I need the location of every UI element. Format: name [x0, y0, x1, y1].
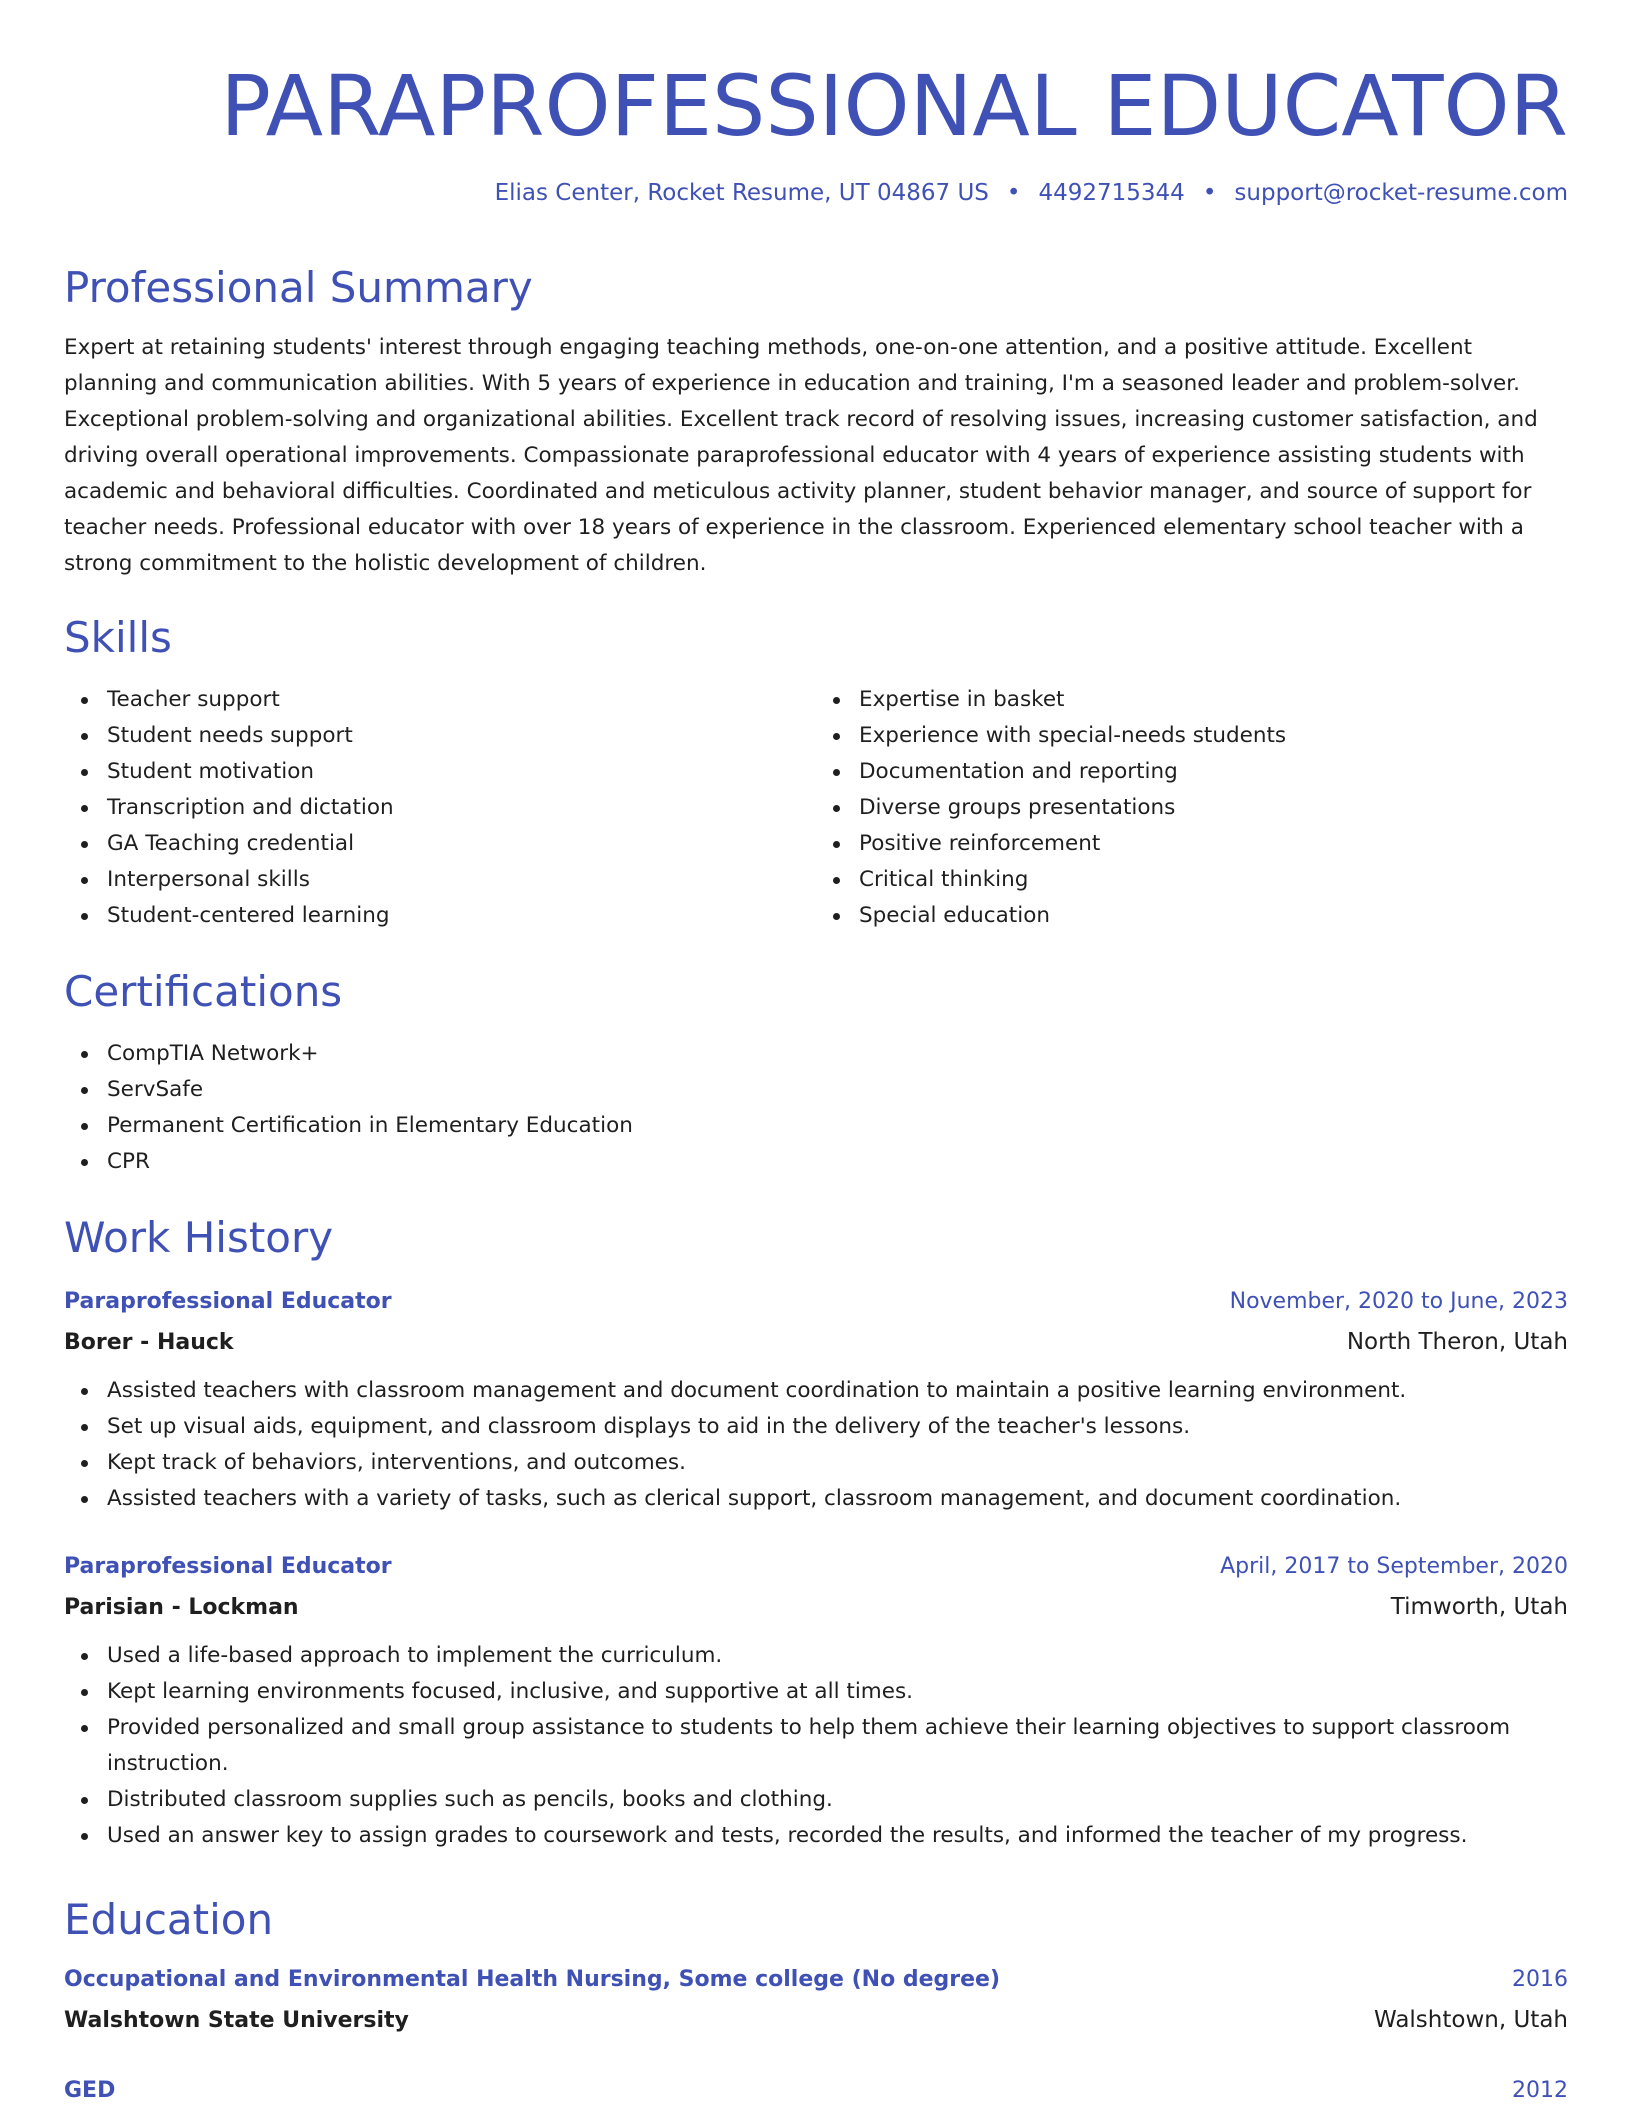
education-heading: Education: [64, 1895, 274, 1944]
job-company-row: [64, 1322, 1568, 1363]
job-title-row: [64, 1282, 1568, 1322]
skill-item: Experience with special-needs students: [859, 718, 1568, 754]
job-bullet: Kept track of behaviors, interventions, and outcomes.: [107, 1445, 1568, 1481]
education-degree-row: [64, 1960, 1568, 2000]
education-entry: [64, 1960, 1568, 2041]
contact-separator: •: [1202, 180, 1217, 206]
skills-columns: [64, 682, 1568, 934]
skill-item: Documentation and reporting: [859, 754, 1568, 790]
education-degree: GED: [64, 2078, 116, 2103]
job-company: Parisian - Lockman: [64, 1595, 299, 1620]
job-dates: April, 2017 to September, 2020: [1220, 1554, 1568, 1579]
certifications-list: [64, 1036, 1568, 1180]
summary-text: Expert at retaining students' interest through engaging teaching methods, one-on-one attention, and a positive attitude. Excellent planning and communication abilities. With 5 years of experience in education and training, I'm a seasoned leader and problem-solver. Exceptional problem-solving and organizational abilities. Excellent track record of resolving issues, increasing customer satisfaction, and driving overall operational improvements. Compassionate paraprofessional educator with 4 years of experience assisting students with academic and behavioral difficulties. Coordinated and meticulous activity planner, student behavior manager, and source of support for teacher needs. Professional educator with over 18 years of experience in the classroom. Experienced elementary school teacher with a strong commitment to the holistic development of children.: [64, 335, 1538, 576]
skill-item: GA Teaching credential: [107, 826, 816, 862]
certifications-section: [64, 964, 1568, 1180]
job-location: Timworth, Utah: [1390, 1594, 1568, 1620]
job-company-row: [64, 1587, 1568, 1628]
skill-item: Positive reinforcement: [859, 826, 1568, 862]
education-year: 2016: [1512, 1967, 1568, 1992]
skills-section: [64, 610, 1568, 934]
skill-item: Transcription and dictation: [107, 790, 816, 826]
contact-separator: •: [1006, 180, 1021, 206]
certification-item: Permanent Certification in Elementary Education: [107, 1108, 1568, 1144]
skills-list-right: [816, 682, 1568, 934]
certification-item: CPR: [107, 1144, 1568, 1180]
job-dates: November, 2020 to June, 2023: [1229, 1289, 1568, 1314]
skills-list-left: [64, 682, 816, 934]
contact-line: [64, 180, 1568, 206]
job-bullet: Assisted teachers with a variety of tasks, such as clerical support, classroom management, and document coordination.: [107, 1481, 1568, 1517]
job-title: Paraprofessional Educator: [64, 1289, 392, 1314]
job-bullet: Used a life-based approach to implement the curriculum.: [107, 1638, 1568, 1674]
job-bullets: [64, 1638, 1568, 1854]
resume-name: PARAPROFESSIONAL EDUCATOR: [220, 57, 1568, 155]
contact-address: Elias Center, Rocket Resume, UT 04867 US: [494, 180, 989, 206]
skill-item: Teacher support: [107, 682, 816, 718]
certification-item: ServSafe: [107, 1072, 1568, 1108]
work-history-section: [64, 1210, 1568, 1854]
contact-email[interactable]: support@rocket-resume.com: [1234, 180, 1568, 206]
skill-item: Student-centered learning: [107, 898, 816, 934]
skill-item: Student motivation: [107, 754, 816, 790]
summary-heading: Professional Summary: [64, 263, 533, 312]
education-entry: [64, 2071, 1568, 2111]
job-title-row: [64, 1547, 1568, 1587]
skill-item: Student needs support: [107, 718, 816, 754]
job-entry: [64, 1282, 1568, 1517]
job-title: Paraprofessional Educator: [64, 1554, 392, 1579]
job-bullet: Provided personalized and small group assistance to students to help them achieve their learning objectives to support classroom instruction.: [107, 1710, 1568, 1782]
education-year: 2012: [1512, 2078, 1568, 2103]
education-school: Walshtown State University: [64, 2008, 409, 2033]
certifications-heading: Certifications: [64, 967, 343, 1016]
skill-item: Critical thinking: [859, 862, 1568, 898]
job-entry: [64, 1547, 1568, 1854]
education-section: [64, 1892, 1568, 2111]
summary-section: [64, 260, 1568, 582]
job-bullet: Distributed classroom supplies such as pencils, books and clothing.: [107, 1782, 1568, 1818]
job-bullet: Assisted teachers with classroom management and document coordination to maintain a positive learning environment.: [107, 1373, 1568, 1409]
job-location: North Theron, Utah: [1346, 1329, 1568, 1355]
education-location: Walshtown, Utah: [1374, 2007, 1568, 2033]
skill-item: Expertise in basket: [859, 682, 1568, 718]
job-bullet: Used an answer key to assign grades to coursework and tests, recorded the results, and informed the teacher of my progress.: [107, 1818, 1568, 1854]
contact-phone: 4492715344: [1038, 180, 1185, 206]
skill-item: Interpersonal skills: [107, 862, 816, 898]
education-school-row: [64, 2000, 1568, 2041]
job-bullet: Kept learning environments focused, inclusive, and supportive at all times.: [107, 1674, 1568, 1710]
education-degree: Occupational and Environmental Health Nursing, Some college (No degree): [64, 1967, 1000, 1992]
skill-item: Special education: [859, 898, 1568, 934]
job-company: Borer - Hauck: [64, 1330, 234, 1355]
job-bullet: Set up visual aids, equipment, and classroom displays to aid in the delivery of the teacher's lessons.: [107, 1409, 1568, 1445]
education-degree-row: [64, 2071, 1568, 2111]
job-bullets: [64, 1373, 1568, 1517]
work-history-heading: Work History: [64, 1213, 334, 1262]
skills-heading: Skills: [64, 613, 172, 662]
skill-item: Diverse groups presentations: [859, 790, 1568, 826]
certification-item: CompTIA Network+: [107, 1036, 1568, 1072]
